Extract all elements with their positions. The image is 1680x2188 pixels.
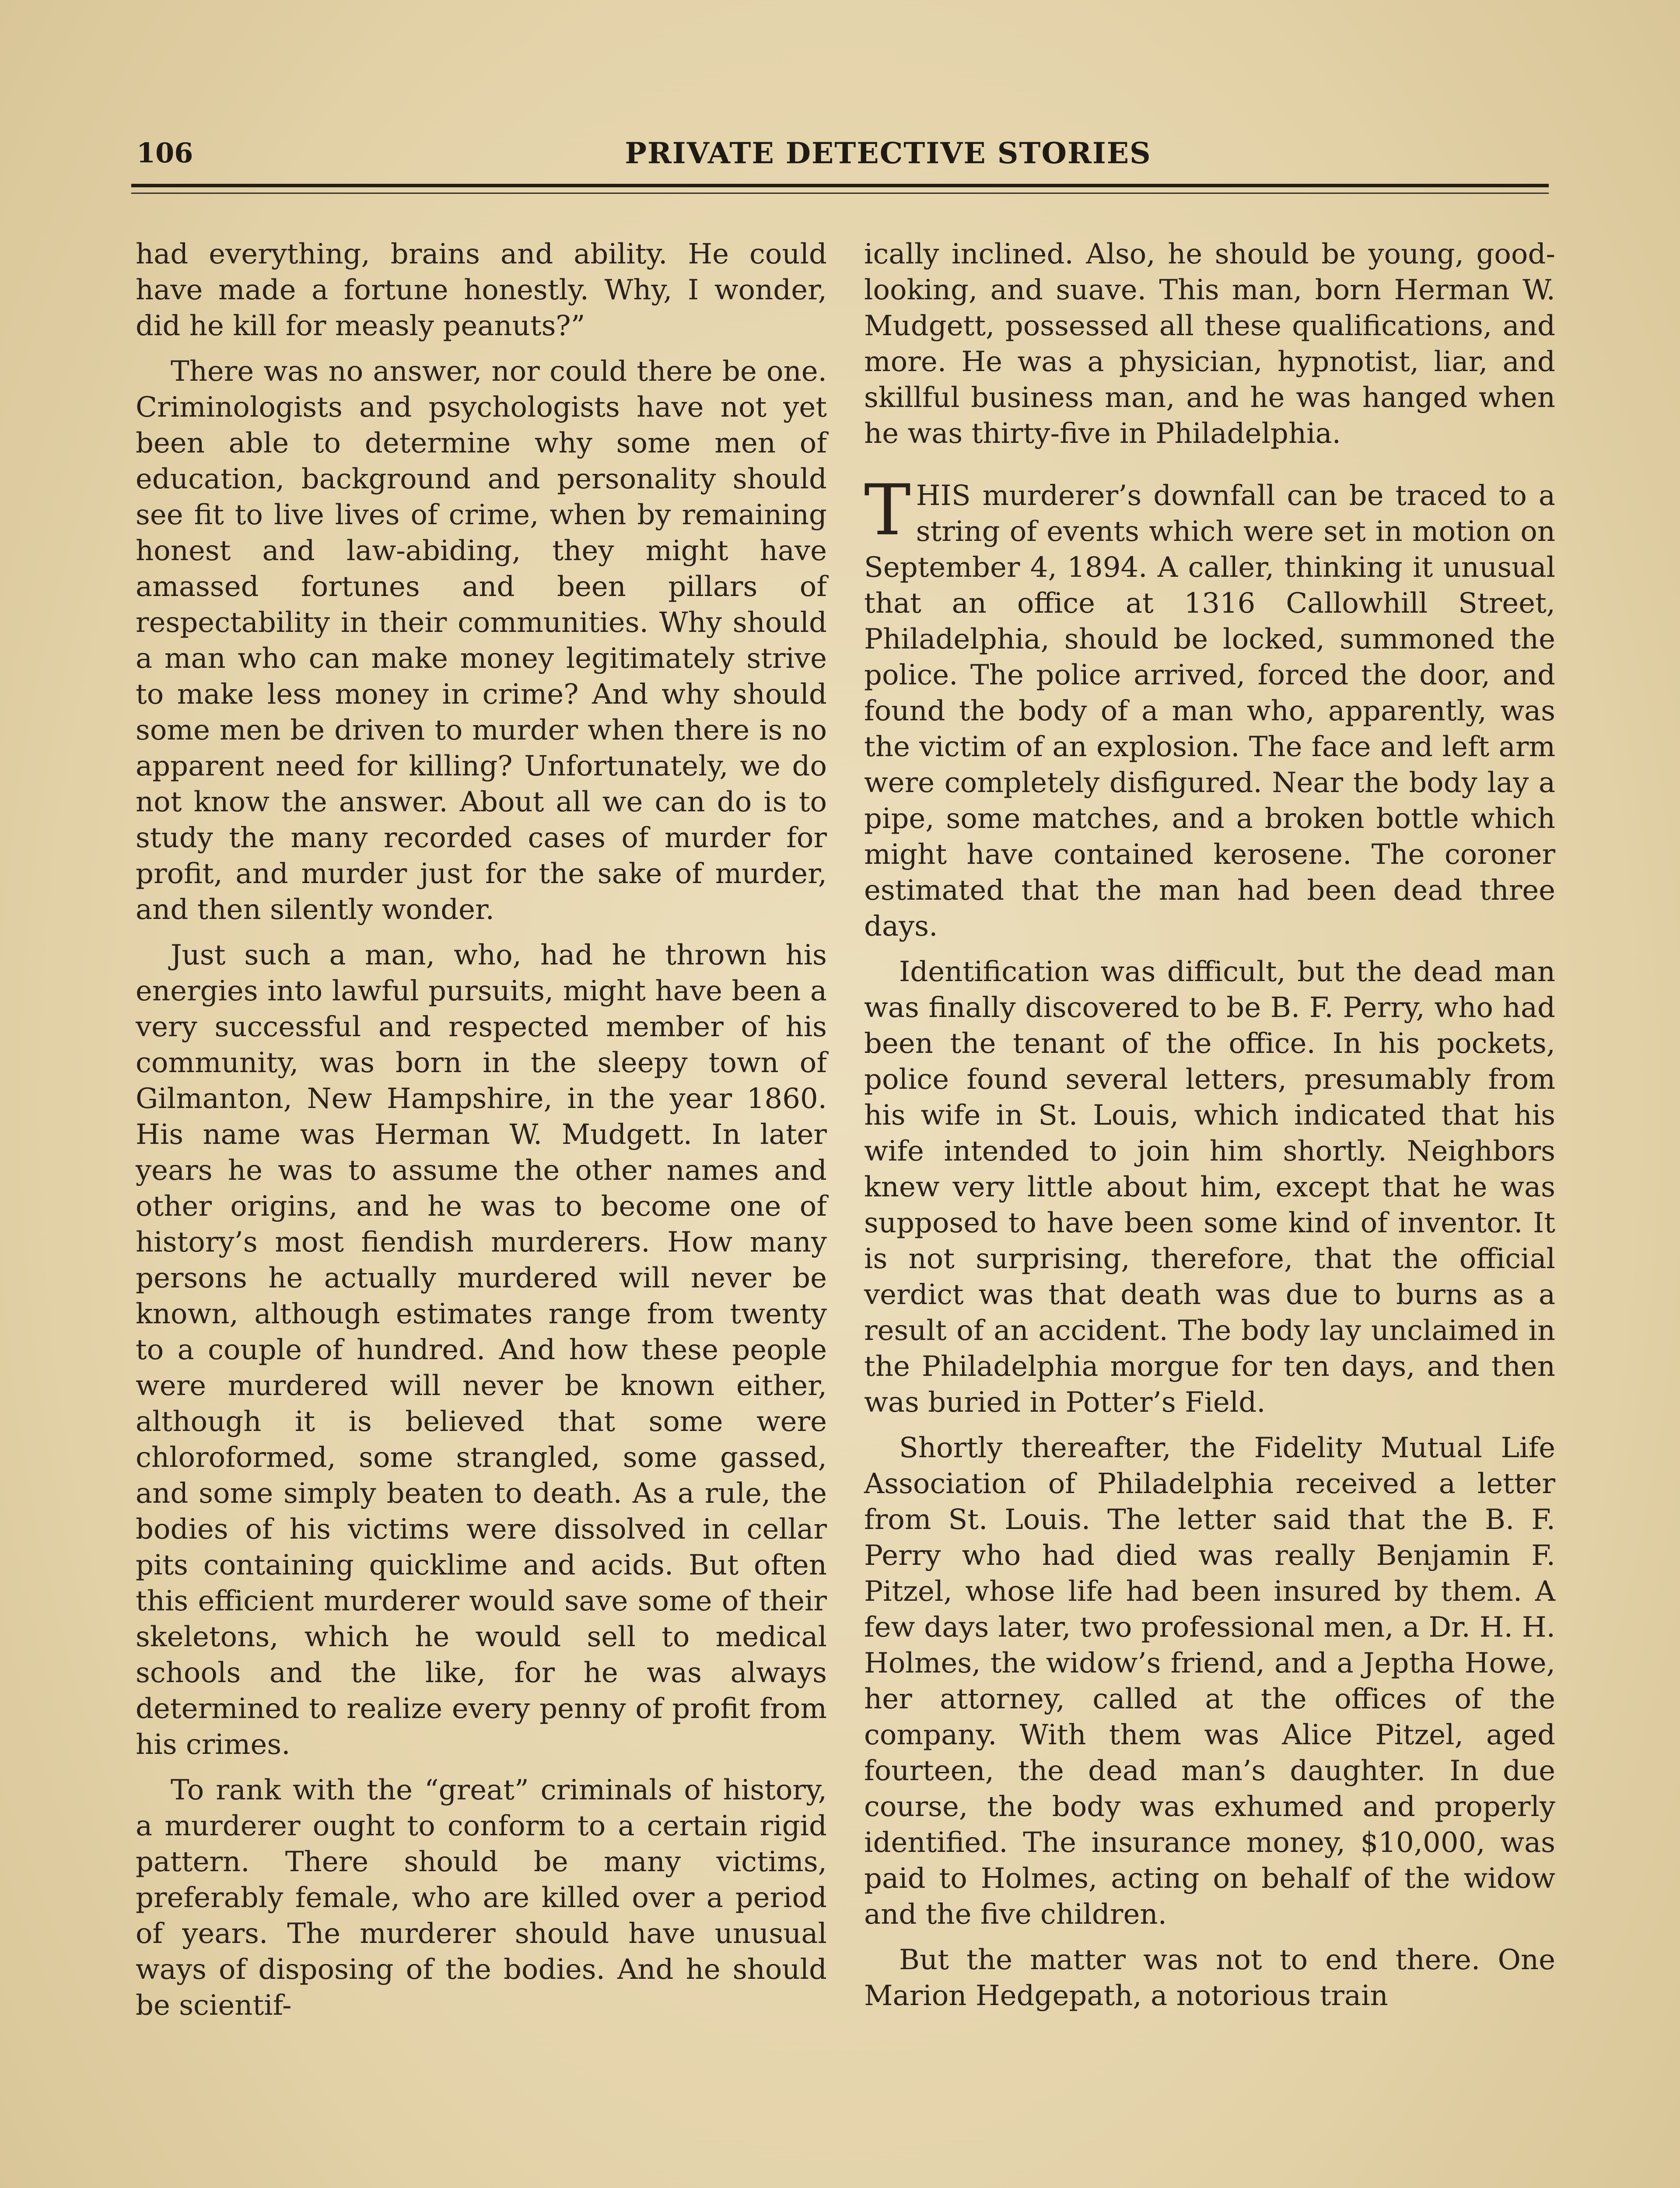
paragraph: There was no answer, nor could there be one. Criminologists and psychologists have not yet been able to determine why some men of education, background and personality should see fit to live lives of crime, when by remaining honest and law-abiding, they might have amassed fortunes and been pillars of respectability in their communities. Why should a man who can make money legitimately strive to make less money in crime? And why should some men be driven to murder when there is no apparent need for killing? Unfortunately, we do not know the answer. About all we can do is to study the many recorded cases of murder for profit, and murder just for the sake of murder, and then silently wonder.	[136, 355, 827, 926]
paragraph: To rank with the “great” criminals of history, a murderer ought to conform to a certain rigid pattern. There should be many victims, preferably female, who are killed over a period of years. The murderer should have unusual ways of disposing of the bodies. And he should be scientif-	[136, 1774, 827, 2022]
header-rule-thin	[131, 193, 1549, 194]
drop-cap: T	[864, 469, 911, 551]
page-number: 106	[136, 137, 193, 169]
paragraph: Just such a man, who, had he thrown his energies into lawful pursuits, might have been a very successful and respected member of his community, was born in the sleepy town of Gilmanton, New Hampshire, in the year 1860. His name was Herman W. Mudgett. In later years he was to assume the other names and other origins, and he was to become one of history’s most fiendish murderers. How many persons he actually murdered will never be known, although estimates range from twenty to a couple of hundred. And how these people were murdered will never be known either, although it is believed that some were chloroformed, some strangled, some gassed, and some simply beaten to death. As a rule, the bodies of his victims were dissolved in cellar pits containing quicklime and acids. But often this efficient murderer would save some of their skeletons, which he would sell to medical schools and the like, for he was always determined to realize every penny of profit from his crimes.	[136, 939, 827, 1761]
right-column	[864, 236, 1555, 2023]
paragraph: had everything, brains and ability. He could have made a fortune honestly. Why, I wonder, did he kill for measly peanuts?”	[136, 238, 827, 342]
section-start-text: HIS murderer’s downfall can be traced to a string of events which were set in motion on September 4, 1894. A caller, thinking it unusual that an office at 1316 Callowhill Street, Philadelphia, should be locked, summoned the police. The police arrived, forced the door, and found the body of a man who, apparently, was the victim of an explosion. The face and left arm were completely disfigured. Near the body lay a pipe, some matches, and a broken bottle which might have contained kerosene. The coroner estimated that the man had been dead three days.	[864, 480, 1555, 943]
header-rule	[131, 184, 1549, 187]
left-column	[136, 236, 827, 2033]
paragraph: But the matter was not to end there. One Marion Hedgepath, a notorious train	[864, 1944, 1555, 2012]
paragraph: Identification was difficult, but the dead man was finally discovered to be B. F. Perry, who had been the tenant of the office. In his pockets, police found several letters, presumably from his wife in St. Louis, which indicated that his wife intended to join him shortly. Neighbors knew very little about him, except that he was supposed to have been some kind of inventor. It is not surprising, therefore, that the official verdict was that death was due to burns as a result of an accident. The body lay unclaimed in the Philadelphia morgue for ten days, and then was buried in Potter’s Field.	[864, 956, 1555, 1419]
running-title: PRIVATE DETECTIVE STORIES	[625, 136, 1152, 170]
paragraph: Shortly thereafter, the Fidelity Mutual Life Association of Philadelphia received a letter from St. Louis. The letter said that the B. F. Perry who had died was really Benjamin F. Pitzel, whose life had been insured by them. A few days later, two professional men, a Dr. H. H. Holmes, the widow’s friend, and a Jeptha Howe, her attorney, called at the offices of the company. With them was Alice Pitzel, aged fourteen, the dead man’s daughter. In due course, the body was exhumed and properly identified. The insurance money, $10,000, was paid to Holmes, acting on behalf of the widow and the five children.	[864, 1432, 1555, 1931]
section-start-paragraph	[864, 469, 1555, 944]
page-header	[131, 125, 1549, 190]
paragraph: ically inclined. Also, he should be young, good-looking, and suave. This man, born Herman W. Mudgett, possessed all these qualifications, and more. He was a physician, hypnotist, liar, and skillful business man, and he was hanged when he was thirty-five in Philadelphia.	[864, 238, 1555, 450]
